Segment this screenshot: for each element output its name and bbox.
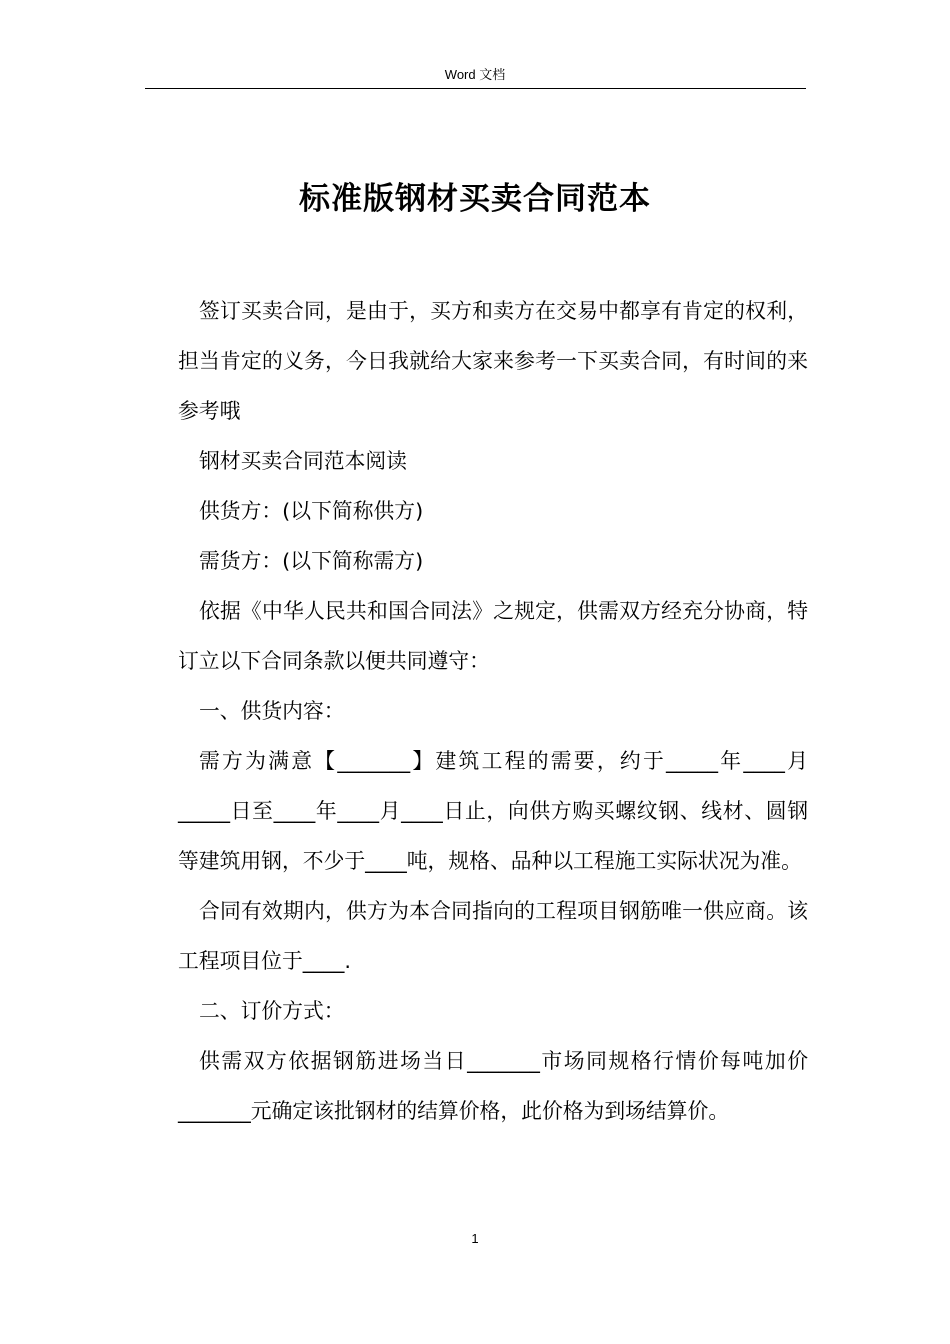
paragraph-supplier: 供货方：(以下简称供方) (199, 499, 424, 523)
paragraph-supply-details: 需方为满意【_______】建筑工程的需要，约于_____年____月_____日至____年____月____日止，向供方购买螺纹钢、线材、圆钢等建筑用钢，不少于____吨，规格、品种以工程施工实际状况为准。 (178, 749, 808, 873)
paragraph-legal-basis: 依据《中华人民共和国合同法》之规定，供需双方经充分协商，特订立以下合同条款以便共同遵守： (178, 599, 808, 673)
section-heading-supply: 一、供货内容： (199, 699, 345, 723)
paragraph-intro: 签订买卖合同，是由于，买方和卖方在交易中都享有肯定的权利，担当肯定的义务，今日我就给大家来参考一下买卖合同，有时间的来参考哦 (178, 299, 808, 423)
paragraph-pricing-details: 供需双方依据钢筋进场当日_______市场同规格行情价每吨加价_______元确定该批钢材的结算价格，此价格为到场结算价。 (178, 1049, 808, 1123)
document-body (178, 286, 808, 1136)
page-number: 1 (471, 1231, 479, 1246)
document-title: 标准版钢材买卖合同范本 (299, 180, 651, 217)
header-label: Word 文档 (444, 67, 506, 82)
paragraph-validity: 合同有效期内，供方为本合同指向的工程项目钢筋唯一供应商。该工程项目位于____. (178, 899, 808, 973)
header-divider (145, 88, 806, 89)
paragraph-buyer: 需货方：(以下简称需方) (199, 549, 424, 573)
section-heading-pricing: 二、订价方式： (199, 999, 345, 1023)
paragraph-subtitle: 钢材买卖合同范本阅读 (199, 449, 407, 473)
